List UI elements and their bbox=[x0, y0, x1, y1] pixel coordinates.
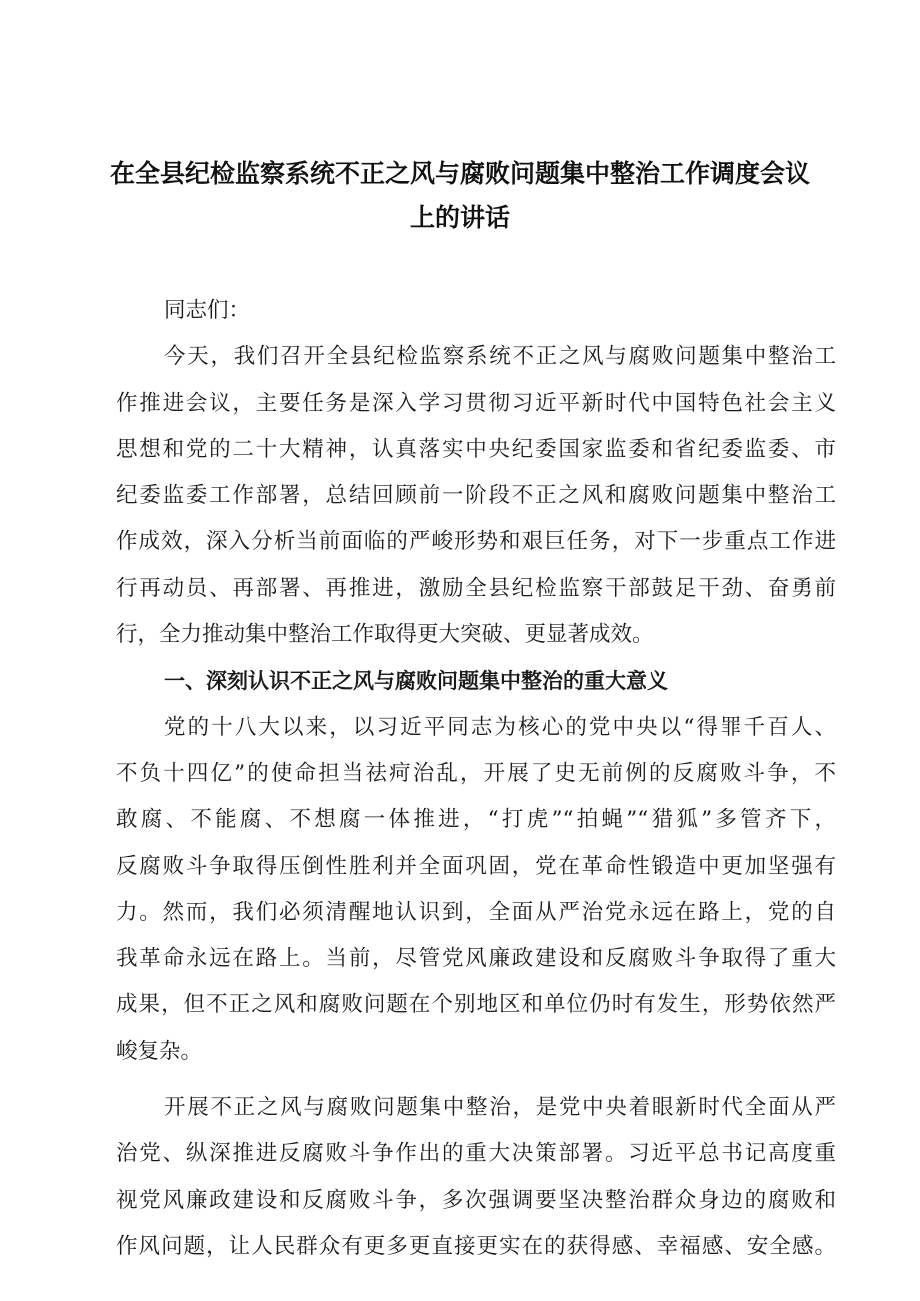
paragraph-3-line-1: 开展不正之风与腐败问题集中整治，是党中央着眼新时代全面从严 bbox=[164, 1095, 836, 1121]
section-heading-1: 一、深刻认识不正之风与腐败问题集中整治的重大意义 bbox=[164, 669, 668, 694]
paragraph-1-line-7: 行，全力推动集中整治工作取得更大突破、更显著成效。 bbox=[116, 622, 654, 648]
paragraph-1-line-6: 行再动员、再部署、再推进，激励全县纪检监察干部鼓足干劲、奋勇前 bbox=[116, 575, 836, 601]
document-body bbox=[116, 288, 836, 1270]
paragraph-3-line-2: 治党、纵深推进反腐败斗争作出的重大决策部署。习近平总书记高度重 bbox=[116, 1141, 836, 1167]
document-title-line-1: 在全县纪检监察系统不正之风与腐败问题集中整治工作调度会议 bbox=[109, 159, 810, 188]
greeting: 同志们： bbox=[164, 298, 251, 323]
paragraph-3-line-3: 视党风廉政建设和反腐败斗争，多次强调要坚决整治群众身边的腐败和 bbox=[116, 1187, 836, 1213]
paragraph-3-line-4: 作风问题，让人民群众有更多更直接更实在的获得感、幸福感、安全感。 bbox=[116, 1233, 836, 1259]
paragraph-1-line-3: 思想和党的二十大精神，认真落实中央纪委国家监委和省纪委监委、市 bbox=[116, 436, 836, 462]
paragraph-2-line-5: 力。然而，我们必须清醒地认识到，全面从严治党永远在路上，党的自 bbox=[116, 899, 836, 925]
document-title-line-2: 上的讲话 bbox=[409, 203, 510, 232]
paragraph-1-line-1: 今天，我们召开全县纪检监察系统不正之风与腐败问题集中整治工 bbox=[164, 344, 836, 370]
paragraph-2-line-4: 反腐败斗争取得压倒性胜利并全面巩固，党在革命性锻造中更加坚强有 bbox=[116, 853, 836, 879]
paragraph-1-line-2: 作推进会议，主要任务是深入学习贯彻习近平新时代中国特色社会主义 bbox=[116, 390, 836, 416]
paragraph-2-line-1: 党的十八大以来，以习近平同志为核心的党中央以“得罪千百人、 bbox=[164, 714, 836, 740]
paragraph-2-line-8: 峻复杂。 bbox=[116, 1038, 203, 1064]
paragraph-1-line-4: 纪委监委工作部署，总结回顾前一阶段不正之风和腐败问题集中整治工 bbox=[116, 483, 836, 509]
paragraph-2-line-6: 我革命永远在路上。当前，尽管党风廉政建设和反腐败斗争取得了重大 bbox=[116, 946, 836, 972]
paragraph-2-line-2: 不负十四亿”的使命担当祛疴治乱，开展了史无前例的反腐败斗争，不 bbox=[116, 760, 836, 786]
paragraph-2-line-7: 成果，但不正之风和腐败问题在个别地区和单位仍时有发生，形势依然严 bbox=[116, 992, 836, 1018]
paragraph-2-line-3: 敢腐、不能腐、不想腐一体推进，“打虎”“拍蝇”“猎狐”多管齐下， bbox=[116, 807, 836, 833]
paragraph-1-line-5: 作成效，深入分析当前面临的严峻形势和艰巨任务，对下一步重点工作进 bbox=[116, 529, 836, 555]
